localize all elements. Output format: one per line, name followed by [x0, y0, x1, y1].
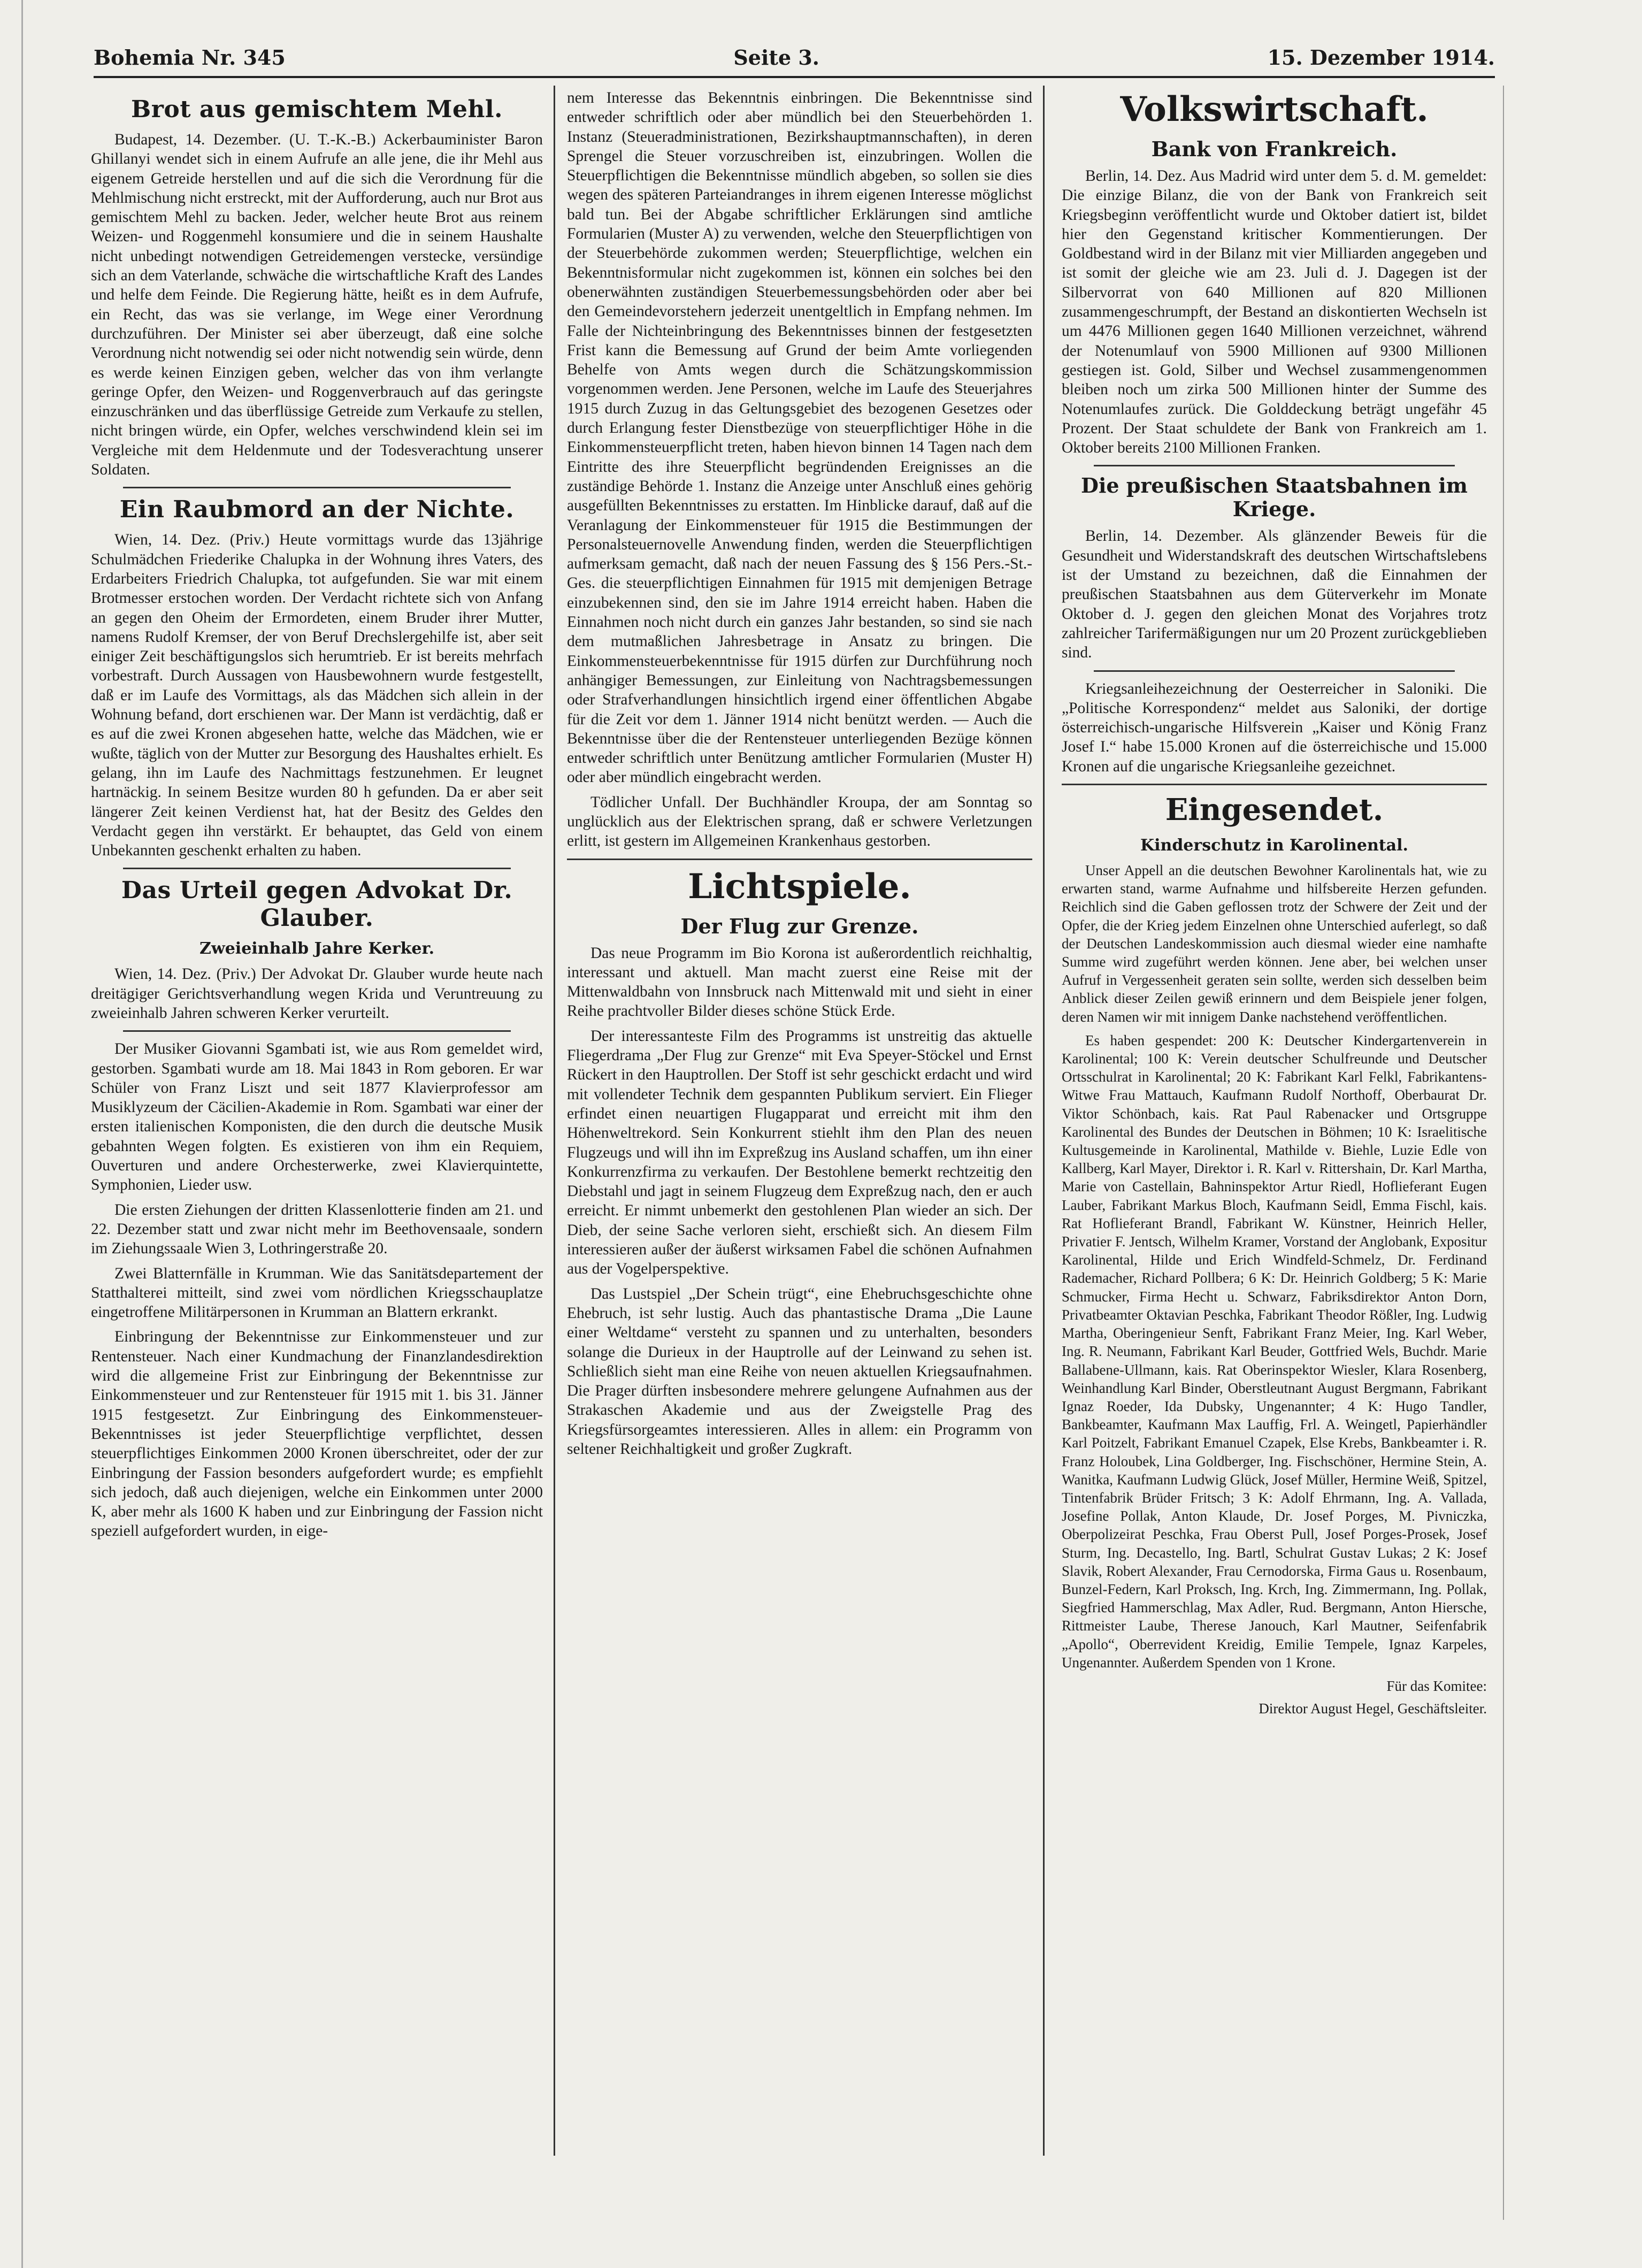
article-text: Der interessanteste Film des Programms ist unstreitig das aktuelle Fliegerdrama „Der Flug zur Grenze“ mit Eva Speyer-Stöckel und Ernst Rückert in den Hauptrollen. Der Stoff ist sehr geschickt erdacht und wird mit vollendeter Technik dem gespannten Publikum serviert. Ein Flieger erfindet einen neuartigen Flugapparat und erreicht mit ihm den Höhenweltrekord. Sein Konkurrent stiehlt ihm den Plan des neuen Flugzeugs und will ihn im Expreßzug ins Ausland schaffen, um ihn einer Konkurrenzfirma zu verkaufen. Der Bestohlene bemerkt rechtzeitig den Diebstahl und jagt in seinem Flugzeug dem Expreßzug nach, den er auch erreicht. Er nimmt unbemerkt den gestohlenen Plan wieder an sich. Der Dieb, der seine Sache verloren sieht, erschießt sich. An diesem Film interessieren außer der äußerst wirksamen Fabel die schönen Aufnahmen aus der Vogelperspektive. — [567, 1027, 1032, 1278]
section-divider — [1062, 784, 1487, 785]
article-text: Unser Appell an die deutschen Bewohner Karolinentals hat, wie zu erwarten stand, warme Aufnahme und hilfsbereite Herzen gefunden. Reichlich sind die Gaben geflossen trotz der Schwere der Zeit und der Opfer, die der Krieg jedem Einzelnen ohne Unterschied auferlegt, so daß der Deutschen Landeskommission auch diesmal wieder eine namhafte Summe wird zugeführt werden können. Jene aber, bei welchen unser Aufruf in Vergessenheit geraten sein sollte, werden sich desselben beim Anblick dieser Zeilen gewiß erinnern und dem Beispiele jener folgen, deren Namen wir mit innigem Danke nachstehend veröffentlichen. — [1062, 862, 1487, 1025]
article-text: Kriegsanleihezeichnung der Oesterreicher in Saloniki. Die „Politische Korrespondenz“ meldet aus Saloniki, der dortige österreichisch-ungarische Hilfsverein „Kaiser und König Franz Josef I.“ habe 15.000 Kronen auf die österreichische und 15.000 Kronen auf die ungarische Kriegsanleihe gezeichnet. — [1062, 680, 1487, 775]
article-divider — [123, 487, 511, 488]
column-divider — [554, 86, 555, 2156]
article-text: Tödlicher Unfall. Der Buchhändler Kroupa, der am Sonntag so unglücklich aus der Elektrischen sprang, daß er schwere Verletzungen erlitt, ist gestern im Allgemeinen Krankenhaus gestorben. — [567, 793, 1032, 850]
article-text: Das neue Programm im Bio Korona ist außerordentlich reichhaltig, interessant und aktuell. Man macht zuerst eine Reise mit der Mittenwaldbahn von Innsbruck nach Mittenwald mit und sieht in einer Reihe prachtvoller Bilder dieses schöne Stück Erde. — [567, 944, 1032, 1020]
article-text: Berlin, 14. Dezember. Als glänzender Beweis für die Gesundheit und Widerstandskraft des deutschen Wirtschaftslebens ist der Umstand zu bezeichnen, daß die Einnahmen der preußischen Staatsbahnen aus dem Güterverkehr im Monate Oktober d. J. gegen den gleichen Monat des Vorjahres trotz zahlreicher Tarifermäßigungen nur um 20 Prozent zurückgeblieben sind. — [1062, 527, 1487, 662]
article-text: Die ersten Ziehungen der dritten Klassenlotterie finden am 21. und 22. Dezember statt und zwar nicht mehr im Beethovensaale, sondern im Ziehungssaale Wien 3, Lothringerstraße 20. — [91, 1201, 543, 1258]
article-text: Das Lustspiel „Der Schein trügt“, eine Ehebruchsgeschichte ohne Ehebruch, ist sehr lustig. Auch das phantastische Drama „Die Laune einer Weltdame“ versteht zu spannen und zu unterhalten, besonders solange die Durieux in der Hauptrolle auf der Leinwand zu sehen ist. Schließlich sieht man eine Reihe von neuen aktuellen Kriegsaufnahmen. Die Prager dürften insbesondere mehrere gelungene Aufnahmen aus der Strakaschen Akademie und aus der Zweigstelle Prag des Kriegsfürsorgeamtes interessieren. Alles in allem: ein Programm von seltener Reichhaltigkeit und großer Zugkraft. — [567, 1285, 1032, 1458]
article-text: Zwei Blatternfälle in Krumman. Wie das Sanitätsdepartement der Statthalterei mitteilt, sind zwei vom nördlichen Kriegsschauplatze eingetroffene Militärpersonen in Krumman an Blattern erkrankt. — [91, 1265, 543, 1321]
page-edge — [21, 0, 23, 2268]
signature-name: Direktor August Hegel, Geschäftsleiter. — [1259, 1700, 1487, 1717]
column-1 — [91, 88, 543, 1546]
article-text: Wien, 14. Dez. (Priv.) Der Advokat Dr. Glauber wurde heute nach dreitägiger Gerichtsverhandlung wegen Krida und Veruntreuung zu zweieinhalb Jahren schweren Kerker verurteilt. — [91, 966, 543, 1022]
signature-committee: Für das Komitee: — [1386, 1677, 1487, 1694]
article-text: Der Musiker Giovanni Sgambati ist, wie aus Rom gemeldet wird, gestorben. Sgambati wurde am 18. Mai 1843 in Rom geboren. Er war Schüler von Franz Liszt und seit 1877 Klavierprofessor am Musiklyzeum der Cäcilien-Akademie in Rom. Sgambati war einer der ersten italienischen Komponisten, die den durch die deutsche Musik gebahnten Wegen folgten. Es existieren von ihm ein Requiem, Ouverturen und andere Orchesterwerke, zwei Klavierquintette, Symphonien, Lieder usw. — [91, 1040, 543, 1194]
column-3 — [1062, 88, 1487, 1718]
column-divider — [1043, 86, 1045, 2156]
headline-raubmord: Ein Raubmord an der Nichte. — [119, 496, 515, 524]
page-header — [94, 39, 1495, 76]
headline-staatsbahnen: Die preußischen Staatsbahnen im Kriege. — [1080, 473, 1468, 522]
section-title-lichtspiele: Lichtspiele. — [688, 866, 911, 907]
header-rule — [94, 76, 1495, 78]
article-text: nem Interesse das Bekenntnis einbringen. Die Bekenntnisse sind entweder schriftlich oder aber mündlich bei den Steuerbehörden 1. Instanz (Steueradministrationen, Bezirkshauptmannschaften), in deren Sprengel die Steuer vorzuschreiben ist, einzubringen. Wollen die Steuerpflichtigen die Bekenntnisse mündlich abgeben, so sollen sie dies wegen des späteren Parteiandranges in ihrem eigenen Interesse möglichst bald tun. Bei der Abgabe schriftlicher Erklärungen sind amtliche Formularien (Muster A) zu verwenden, welche den Steuerpflichtigen von der Steuerbehörde zukommen werden; Steuerpflichtige, welchen ein Bekenntnisformular nicht zugekommen ist, können ein solches bei den obenerwähnten zuständigen Steuerbemessungsbehörden oder aber bei den Gemeindevorstehern jederzeit unentgeltlich in Empfang nehmen. Im Falle der Nichteinbringung des Bekenntnisses binnen der festgesetzten Frist kann die Bemessung auf Grund der beim Amte vorliegenden Behelfe von Amts wegen durch die Schätzungskommission vorgenommen werden. Jene Personen, welche im Laufe des Steuerjahres 1915 durch Zuzug in das Geltungsgebiet des bezogenen Gesetzes oder durch Erlangung fester Dienstbezüge von steuerpflichtiger Höhe in die Einkommensteuerpflicht treten, haben hievon binnen 14 Tagen nach dem Eintritte des ihre Steuerpflicht begründenden Ereignisses an die zuständige Behörde 1. Instanz die Anzeige unter Anschluß eines gehörig ausgefüllten Bekenntnisses zu erstatten. Im Hinblicke darauf, daß auf die Veranlagung der Einkommensteuer für 1915 die Bestimmungen der Personalsteuernovelle Anwendung finden, werden die Steuerpflichtigen aufmerksam gemacht, daß nach der neuen Fassung des § 156 Pers.-St.-Ges. die steuerpflichtigen Einnahmen für 1915 mit demjenigen Betrage einzubekennen sind, den sie im Jahre 1914 erreicht haben. Haben die Einnahmen noch nicht durch ein ganzes Jahr bestanden, so sind sie nach dem mutmaßlichen Jahresbetrage in Ansatz zu bringen. Die Einkommensteuerbekenntnisse für 1915 dürfen zur Durchführung noch anhängiger Bemessungen, zur Einleitung von Nachtragsbemessungen oder Strafverhandlungen hinsichtlich irgend einer öffentlichen Abgabe für die Zeit vor dem 1. Jänner 1914 nicht benützt werden. — Auch die Bekenntnisse über die der Rentensteuer unterliegenden Bezüge können entweder schriftlich unter Benützung amtlicher Formularien (Muster H) oder aber mündlich eingebracht werden. — [567, 89, 1032, 786]
article-divider — [123, 1030, 511, 1032]
headline-flug: Der Flug zur Grenze. — [680, 914, 919, 938]
header-page-number: Seite 3. — [733, 45, 820, 70]
headline-bank: Bank von Frankreich. — [1151, 137, 1398, 161]
article-text: Einbringung der Bekenntnisse zur Einkommensteuer und zur Rentensteuer. Nach einer Kundmachung der Finanzlandesdirektion wird die allgemeine Frist zur Einbringung der Bekenntnisse zur Einkommensteuer und zur Rentensteuer für 1915 mit 1. bis 31. Jänner 1915 festgesetzt. Zur Einbringung des Einkommensteuer-Bekenntnisses ist jeder Steuerpflichtige verpflichtet, dessen steuerpflichtiges Einkommen 2000 Kronen überschreitet, oder der zur Einbringung der Fassion besonders aufgefordert wurde; es empfiehlt sich jedoch, daß auch diejenigen, welche ein Einkommen unter 2000 K, aber mehr als 1600 K haben und zur Einbringung der Fassion nicht speziell aufgefordert wurden, in eige- — [91, 1328, 543, 1540]
article-divider — [123, 868, 511, 869]
header-date: 15. Dezember 1914. — [1267, 45, 1495, 70]
article-text: Budapest, 14. Dezember. (U. T.-K.-B.) Ackerbauminister Baron Ghillanyi wendet sich in einem Aufrufe an alle jene, die ihr Mehl aus eigenem Getreide herstellen und auf die sich die Verordnung für die Mehlmischung nicht erstreckt, mit der Aufforderung, auch nur Brot aus gemischtem Mehl zu backen. Jeder, welcher heute Brot aus reinem Weizen- und Roggenmehl konsumiere und die in seinem Haushalte nicht unbedingt notwendigen Getreidemengen verstecke, versündige sich an dem Vaterlande, schwäche die wirtschaftliche Kraft des Landes und helfe dem Feinde. Die Regierung hätte, heißt es in dem Aufrufe, ein Recht, das was sie verlange, im Wege einer Verordnung durchzuführen. Der Minister sei aber überzeugt, daß eine solche Verordnung nicht notwendig sei oder nicht notwendig sein würde, denn es werde keinen Einzigen geben, welcher das von ihm verlangte geringe Opfer, den Weizen- und Roggenverbrauch auf das geringste einzuschränken und das überflüssige Getreide zum Verkaufe zu stellen, nicht bringen würde, ein Opfer, welches verschwindend klein sei im Vergleiche mit dem Heldenmute und der Todesverachtung unserer Soldaten. — [91, 131, 543, 479]
column-2 — [567, 88, 1032, 1464]
section-divider — [567, 859, 1032, 860]
section-title-eingesendet: Eingesendet. — [1165, 792, 1384, 828]
headline-kinderschutz: Kinderschutz in Karolinental. — [1140, 836, 1408, 855]
column-divider — [1503, 86, 1504, 2220]
subheadline: Zweieinhalb Jahre Kerker. — [199, 939, 435, 959]
article-divider — [1094, 670, 1455, 672]
article-divider — [1094, 465, 1455, 466]
headline-urteil: Das Urteil gegen Advokat Dr. Glauber. — [121, 877, 513, 932]
headline-brot: Brot aus gemischtem Mehl. — [131, 96, 503, 123]
section-title-volkswirtschaft: Volkswirtschaft. — [1120, 89, 1429, 129]
article-text: Wien, 14. Dez. (Priv.) Heute vormittags wurde das 13jährige Schulmädchen Friederike Chalupka in der Wohnung ihres Vaters, des Erdarbeiters Friedrich Chalupka, tot aufgefunden. Sie war mit einem Brotmesser erstochen worden. Der Verdacht richtete sich von Anfang an gegen den Oheim der Ermordeten, einem Bruder ihrer Mutter, namens Rudolf Kremser, der von Beruf Drechslergehilfe ist, aber seit einiger Zeit beschäftigungslos sich herumtrieb. Er ist bereits mehrfach vorbestraft. Durch Aussagen von Hausbewohnern wurde festgestellt, daß er im Laufe des Vormittags, als das Mädchen sich allein in der Wohnung befand, dort erschienen war. Der Mann ist verdächtig, daß er es auf die zwei Kronen abgesehen hatte, welche das Mädchen, wie er wußte, täglich von der Mutter zur Besorgung des Haushaltes erhielt. Es gelang, ihn im Laufe des Nachmittags festzunehmen. Er leugnet hartnäckig. In seinem Besitze wurden 80 h gefunden. Da er aber seit längerer Zeit keinen Verdienst hat, hat der Besitz des Geldes den Verdacht gegen ihn verstärkt. Er behauptet, das Geld von einem Unbekannten geschenkt erhalten zu haben. — [91, 531, 543, 860]
donor-list: Es haben gespendet: 200 K: Deutscher Kindergartenverein in Karolinental; 100 K: Verein deutscher Schulfreunde und Deutscher Ortsschulrat in Karolinental; 20 K: Fabrikant Karl Felkl, Fabrikantens-Witwe Frau Mattauch, Kaufmann Rudolf Northoff, Oberbaurat Dr. Viktor Schönbach, kais. Rat Paul Rabenacker und Ortsgruppe Karolinental des Bundes der Deutschen in Böhmen; 10 K: Israelitische Kultusgemeinde in Karolinental, Mathilde v. Biehle, Luzie Edle von Kallberg, Karl Mayer, Direktor i. R. Karl v. Rittershain, Dr. Karl Martha, Marie von Castellain, Bahninspektor Artur Riedl, Hoflieferant Eugen Lauber, Fabrikant Markus Bloch, Kaufmann Seidl, Emma Fischl, kais. Rat Hoflieferant Brandl, Fabrikant W. Künstner, Heinrich Heller, Privatier F. Jentsch, Wilhelm Kramer, Vorstand der Anglobank, Expositur Karolinental, Hilde und Erich Windfeld-Schmelz, Dr. Ferdinand Rademacher, Richard Pollbera; 6 K: Dr. Heinrich Goldberg; 5 K: Marie Schmucker, Firma Hecht u. Schwarz, Fabriksdirektor Anton Dorn, Privatbeamter Oktavian Peschka, Fabrikant Theodor Rößler, Ing. Ludwig Martha, Oberingenieur Senft, Fabrikant Franz Meier, Ing. Karl Weber, Ing. R. Neumann, Fabrikant Karl Beuder, Gottfried Wels, Buchdr. Marie Ballabene-Ullmann, kais. Rat Oberinspektor Wiesler, Klara Rosenberg, Weinhandlung Karl Binder, Oberstleutnant August Bergmann, Fabrikant Ignaz Roeder, Ida Dubsky, Ungenannter; 4 K: Hugo Tandler, Bankbeamter, Kaufmann Max Lauffig, Frl. A. Weingetl, Papierhändler Karl Poitzelt, Fabrikant Emanuel Czapek, Else Krebs, Bankbeamter i. R. Franz Holoubek, Lina Goldberger, Ing. Fischschöner, Hermine Stein, A. Wanitka, Kaufmann Ludwig Glück, Josef Müller, Hermine Weiß, Spitzel, Tintenfabrik Brüder Fritsch; 3 K: Adolf Ehrmann, Ing. A. Vallada, Josefine Pollak, Anton Klaude, Dr. Josef Porges, M. Pivniczka, Oberpolizeirat Peschka, Frau Oberst Pull, Josef Porges-Prosek, Josef Sturm, Ing. Decastello, Ing. Bartl, Schulrat Gustav Lukas; 2 K: Josef Slavik, Robert Alexander, Frau Cernodorska, Firma Gaus u. Rosenbaum, Bunzel-Federn, Karl Proksch, Ing. Krch, Ing. Zimmermann, Ing. Pollak, Siegfried Hammerschlag, Max Adler, Rud. Bergmann, Anton Hiersche, Rittmeister Laube, Therese Janouch, Karl Mautner, Seifenfabrik „Apollo“, Oberrevident Kreidig, Emilie Tempele, Ignaz Karpeles, Ungenannter. Außerdem Spenden von 1 Krone. — [1062, 1032, 1487, 1671]
article-text: Berlin, 14. Dez. Aus Madrid wird unter dem 5. d. M. gemeldet: Die einzige Bilanz, die von der Bank von Frankreich seit Kriegsbeginn veröffentlicht wurde und Oktober datiert ist, bildet hier den Gegenstand kritischer Kommentierungen. Der Goldbestand wird in der Bilanz mit vier Milliarden angegeben und ist somit der gleiche wie am 23. Juli d. J. Dagegen ist der Silbervorrat von 640 Millionen auf 820 Millionen zusammengeschrumpft, der Bestand an diskontierten Wechseln ist um 4476 Millionen gegen 1640 Millionen verzeichnet, während der Notenumlauf von 5900 Millionen auf 9300 Millionen gestiegen ist. Gold, Silber und Wechsel zusammengenommen bleiben noch um zirka 500 Millionen hinter der Summe des Notenumlaufes zurück. Die Golddeckung beträgt ungefähr 45 Prozent. Der Staat schuldete der Bank von Frankreich am 1. Oktober bereits 2100 Millionen Franken. — [1062, 167, 1487, 457]
header-issue: Bohemia Nr. 345 — [94, 45, 286, 70]
